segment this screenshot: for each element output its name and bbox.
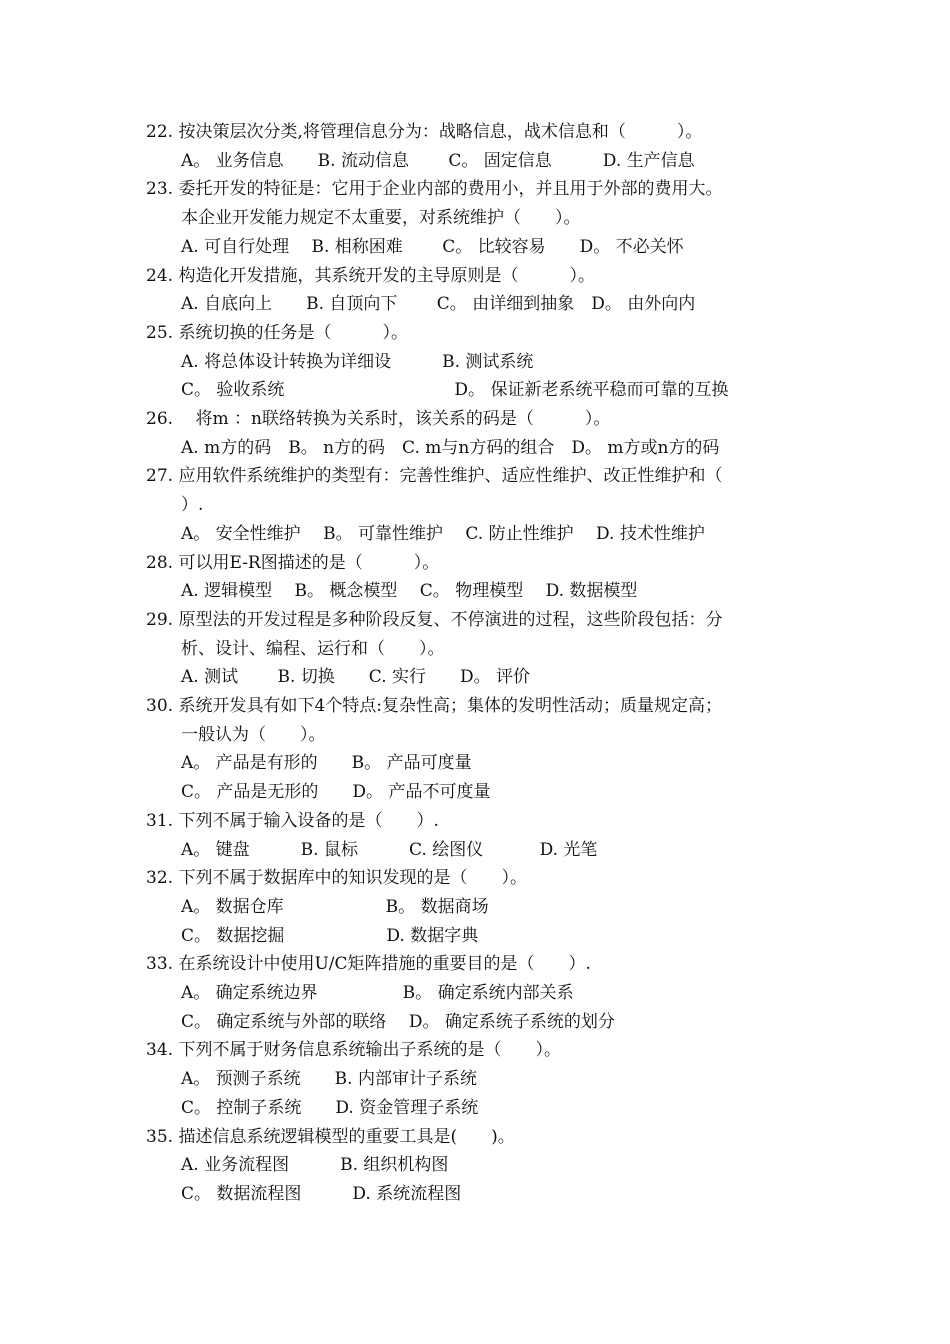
question-stem-continued: ）.	[181, 495, 204, 515]
answer-options: A。 键盘 B. 鼠标 C. 绘图仪 D. 光笔	[181, 840, 598, 860]
answer-options: C。 数据挖掘 D. 数据字典	[181, 926, 479, 946]
question-stem: 23. 委托开发的特征是：它用于企业内部的费用小，并且用于外部的费用大。	[146, 179, 723, 199]
question-stem: 24. 构造化开发措施，其系统开发的主导原则是（ ）。	[146, 266, 595, 286]
question-stem: 32. 下列不属于数据库中的知识发现的是（ ）。	[146, 868, 527, 888]
question-stem-continued: 本企业开发能力规定不太重要，对系统维护（ ）。	[181, 208, 581, 228]
question-stem: 25. 系统切换的任务是（ ）。	[146, 323, 408, 343]
question-stem: 34. 下列不属于财务信息系统输出子系统的是（ ）。	[146, 1040, 561, 1060]
question-stem: 31. 下列不属于输入设备的是（ ）.	[146, 811, 439, 831]
question-stem: 26. 将m ：n联络转换为关系时，该关系的码是（ ）。	[146, 409, 611, 429]
question-stem: 28. 可以用E-R图描述的是（ ）。	[146, 553, 440, 573]
answer-options: A. 可自行处理 B. 相称困难 C。 比较容易 D。 不必关怀	[181, 237, 684, 257]
answer-options: C。 产品是无形的 D。 产品不可度量	[181, 782, 491, 802]
answer-options: A。 产品是有形的 B。 产品可度量	[181, 753, 472, 773]
answer-options: C。 数据流程图 D. 系统流程图	[181, 1184, 462, 1204]
question-stem: 30. 系统开发具有如下4个特点:复杂性高；集体的发明性活动；质量规定高；	[146, 696, 722, 716]
answer-options: A. 自底向上 B. 自顶向下 C。 由详细到抽象 D。 由外向内	[181, 294, 696, 314]
question-stem: 33. 在系统设计中使用U/C矩阵措施的重要目的是（ ）.	[146, 954, 591, 974]
question-stem-continued: 析、设计、编程、运行和（ ）。	[181, 639, 445, 659]
answer-options: C。 确定系统与外部的联络 D。 确定系统子系统的划分	[181, 1012, 615, 1032]
question-stem-continued: 一般认为（ ）。	[181, 725, 326, 745]
answer-options: C。 控制子系统 D. 资金管理子系统	[181, 1098, 479, 1118]
answer-options: A. 测试 B. 切换 C. 实行 D。 评价	[181, 667, 531, 687]
question-stem: 35. 描述信息系统逻辑模型的重要工具是( )。	[146, 1127, 515, 1147]
answer-options: A。 数据仓库 B。 数据商场	[181, 897, 489, 917]
answer-options: A. m方的码 B。 n方的码 C. m与n方码的组合 D。 m方或n方的码	[181, 438, 720, 458]
question-stem: 27. 应用软件系统维护的类型有：完善性维护、适应性维护、改正性维护和（	[146, 466, 723, 486]
answer-options: A. 将总体设计转换为详细设 B. 测试系统	[181, 352, 534, 372]
answer-options: A。 确定系统边界 B。 确定系统内部关系	[181, 983, 574, 1003]
question-stem: 29. 原型法的开发过程是多种阶段反复、不停演进的过程，这些阶段包括：分	[146, 610, 723, 630]
answer-options: C。 验收系统 D。 保证新老系统平稳而可靠的互换	[181, 380, 729, 400]
answer-options: A。 预测子系统 B. 内部审计子系统	[181, 1069, 477, 1089]
answer-options: A。 业务信息 B. 流动信息 C。 固定信息 D. 生产信息	[181, 151, 695, 171]
answer-options: A。 安全性维护 B。 可靠性维护 C. 防止性维护 D. 技术性维护	[181, 524, 705, 544]
answer-options: A. 业务流程图 B. 组织机构图	[181, 1155, 449, 1175]
answer-options: A. 逻辑模型 B。 概念模型 C。 物理模型 D. 数据模型	[181, 581, 638, 601]
question-stem: 22. 按决策层次分类,将管理信息分为：战略信息，战术信息和（ ）。	[146, 122, 703, 142]
